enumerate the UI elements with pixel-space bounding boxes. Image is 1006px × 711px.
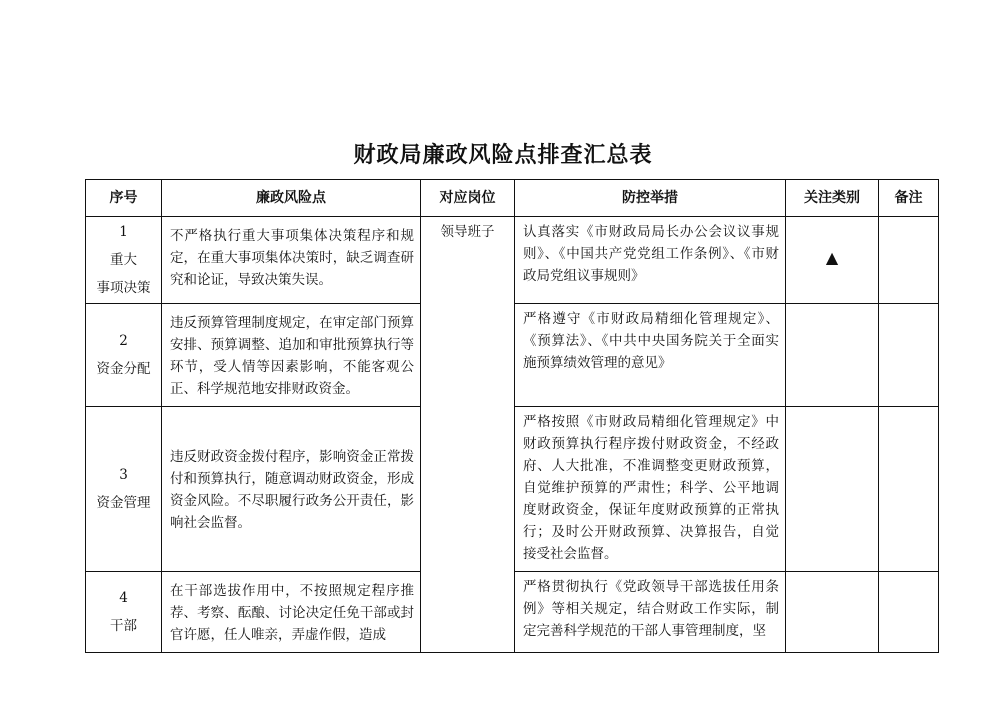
seq-cell — [86, 304, 162, 407]
measure-cell: 严格按照《市财政局精细化管理规定》中财政预算执行程序拨付财政资金，不经政府、人大批准，不准调整变更财政预算，自觉维护预算的严肃性；科学、公平地调度财政资金，保证年度财政预算的正常执行；及时公开财政预算、决算报告，自觉接受社会监督。 — [515, 407, 786, 572]
seq-cell — [86, 217, 162, 304]
category-triangle-icon: ▲ — [786, 217, 879, 304]
post-cell: 领导班子 — [421, 217, 515, 653]
document-title: 财政局廉政风险点排查汇总表 — [353, 142, 653, 168]
category-cell — [786, 572, 879, 653]
note-cell — [879, 407, 939, 572]
header-post: 对应岗位 — [421, 180, 515, 217]
table-header-row — [86, 180, 939, 217]
seq-number: 2 — [119, 333, 128, 349]
seq-name-line: 干部 — [110, 618, 137, 634]
measure-cell: 严格遵守《市财政局精细化管理规定》、《预算法》、《中共中央国务院关于全面实施预算绩效管理的意见》 — [515, 304, 786, 407]
category-cell — [786, 407, 879, 572]
note-cell — [879, 217, 939, 304]
risk-cell: 不严格执行重大事项集体决策程序和规定，在重大事项集体决策时，缺乏调查研究和论证，导致决策失误。 — [162, 217, 421, 304]
risk-cell: 在干部选拔作用中，不按照规定程序推荐、考察、酝酿、讨论决定任免干部或封官许愿，任人唯亲，弄虚作假，造成 — [162, 572, 421, 653]
table-row — [86, 217, 939, 304]
seq-number: 3 — [119, 467, 128, 483]
header-risk-point: 廉政风险点 — [162, 180, 421, 217]
measure-cell: 认真落实《市财政局局长办公会议议事规则》、《中国共产党党组工作条例》、《市财政局党组议事规则》 — [515, 217, 786, 304]
header-note: 备注 — [879, 180, 939, 217]
risk-cell: 违反预算管理制度规定，在审定部门预算安排、预算调整、追加和审批预算执行等环节，受人情等因素影响，不能客观公正、科学规范地安排财政资金。 — [162, 304, 421, 407]
seq-name-line: 重大 — [110, 252, 137, 268]
header-measures: 防控举措 — [515, 180, 786, 217]
seq-name-line: 资金分配 — [96, 361, 151, 377]
measure-cell: 严格贯彻执行《党政领导干部选拔任用条例》等相关规定，结合财政工作实际，制定完善科学规范的干部人事管理制度，坚 — [515, 572, 786, 653]
seq-number: 1 — [119, 224, 128, 240]
risk-cell: 违反财政资金拨付程序，影响资金正常拨付和预算执行，随意调动财政资金，形成资金风险。不尽职履行政务公开责任，影响社会监督。 — [162, 407, 421, 572]
seq-name-line: 资金管理 — [96, 495, 151, 511]
seq-number: 4 — [119, 590, 128, 606]
seq-name-line: 事项决策 — [96, 280, 151, 296]
seq-cell — [86, 407, 162, 572]
risk-summary-table — [85, 179, 939, 653]
header-seq: 序号 — [86, 180, 162, 217]
note-cell — [879, 304, 939, 407]
note-cell — [879, 572, 939, 653]
header-category: 关注类别 — [786, 180, 879, 217]
seq-cell — [86, 572, 162, 653]
category-cell — [786, 304, 879, 407]
